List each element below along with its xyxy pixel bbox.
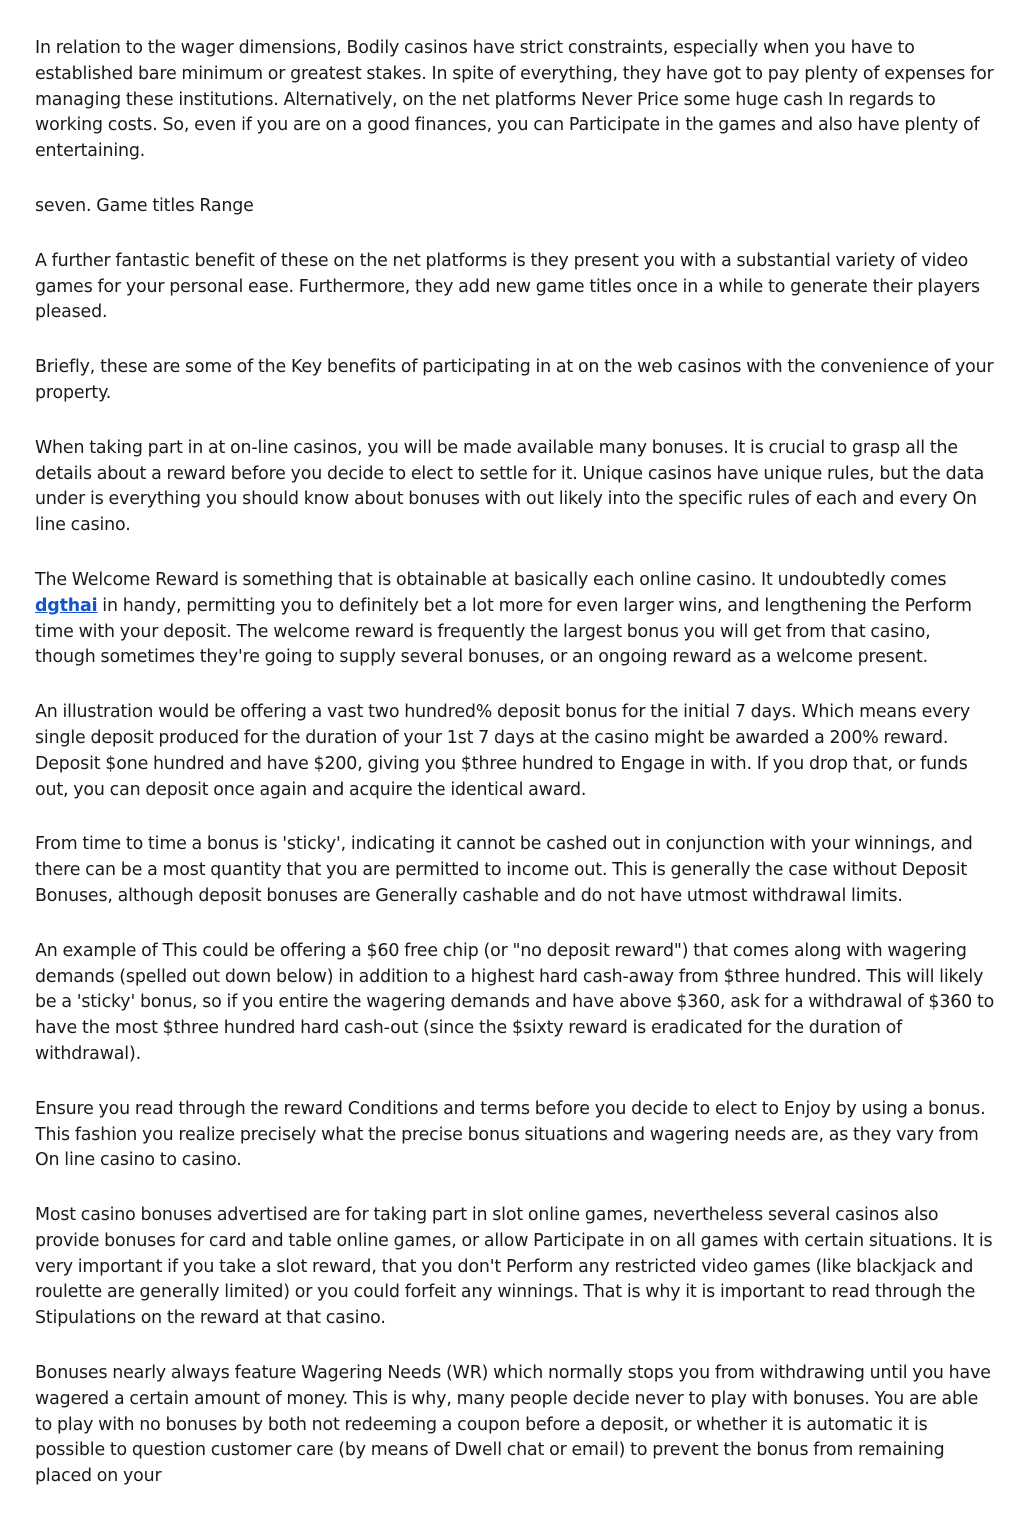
- paragraph-welcome-reward: [35, 568, 995, 671]
- paragraph-read-terms: Ensure you read through the reward Conditions and terms before you decide to elect to Enjoy by using a bonus. This fashion you realize precisely what the precise bonus situations and wagering needs are, as they vary from On line casino to casino.: [35, 1098, 986, 1171]
- welcome-reward-text-before: The Welcome Reward is something that is obtainable at basically each online casino. It undoubtedly comes: [35, 569, 947, 590]
- paragraph-game-variety: A further fantastic benefit of these on the net platforms is they present you with a substantial variety of video games for your personal ease. Furthermore, they add new game titles once in a while to generate their players pleased.: [35, 250, 980, 323]
- welcome-reward-text-after: in handy, permitting you to definitely bet a lot more for even larger wins, and lengthening the Perform time with your deposit. The welcome reward is frequently the largest bonus you will get from that casino, though sometimes they're going to supply several bonuses, or an ongoing reward as a welcome present.: [35, 595, 972, 668]
- paragraph-wagering-needs: Bonuses nearly always feature Wagering Needs (WR) which normally stops you from withdrawing until you have wagered a certain amount of money. This is why, many people decide never to play with bonuses. You are able to play with no bonuses by both not redeeming a coupon before a deposit, or whether it is automatic it is possible to question customer care (by means of Dwell chat or email) to prevent the bonus from remaining placed on your: [35, 1363, 991, 1487]
- paragraph-deposit-bonus-illustration: An illustration would be offering a vast two hundred% deposit bonus for the initial 7 days. Which means every single deposit produced for the duration of your 1st 7 days at the casino might be awarded a 200% reward. Deposit $one hundred and have $200, giving you $three hundred to Engage in with. If you drop that, or funds out, you can deposit once again and acquire the identical award.: [35, 702, 970, 800]
- paragraph-slot-bonuses: Most casino bonuses advertised are for taking part in slot online games, nevertheless several casinos also provide bonuses for card and table online games, or allow Participate in on all games with certain situations. It is very important if you take a slot reward, that you don't Perform any restricted video games (like blackjack and roulette are generally limited) or you could forfeit any winnings. That is why it is important to read through the Stipulations on the reward at that casino.: [35, 1205, 993, 1329]
- paragraph-bonuses-intro: When taking part in at on-line casinos, you will be made available many bonuses. It is crucial to grasp all the details about a reward before you decide to elect to settle for it. Unique casinos have unique rules, but the data under is everything you should know about bonuses with out likely into the specific rules of each and every On line casino.: [35, 437, 985, 536]
- paragraph-wager-dimensions: In relation to the wager dimensions, Bodily casinos have strict constraints, especially when you have to established bare minimum or greatest stakes. In spite of everything, they have got to pay plenty of expenses for managing these institutions. Alternatively, on the net platforms Never Price some huge cash In regards to working costs. So, even if you are on a good finances, you can Participate in the games and also have plenty of entertaining.: [35, 38, 994, 162]
- section-heading-game-titles-range: seven. Game titles Range: [35, 195, 254, 216]
- dgthai-link[interactable]: dgthai: [35, 595, 98, 616]
- document-page: [35, 36, 995, 1519]
- paragraph-free-chip-example: An example of This could be offering a $60 free chip (or "no deposit reward") that comes along with wagering demands (spelled out down below) in addition to a highest hard cash-away from $three hundred. This will likely be a 'sticky' bonus, so if you entire the wagering demands and have above $360, ask for a withdrawal of $360 to have the most $three hundred hard cash-out (since the $sixty reward is eradicated for the duration of withdrawal).: [35, 940, 995, 1064]
- paragraph-key-benefits: Briefly, these are some of the Key benefits of participating in at on the web casinos with the convenience of your property.: [35, 357, 994, 403]
- paragraph-sticky-bonus: From time to time a bonus is 'sticky', indicating it cannot be cashed out in conjunction with your winnings, and there can be a most quantity that you are permitted to income out. This is generally the case without Deposit Bonuses, although deposit bonuses are Generally cashable and do not have utmost withdrawal limits.: [35, 834, 973, 906]
